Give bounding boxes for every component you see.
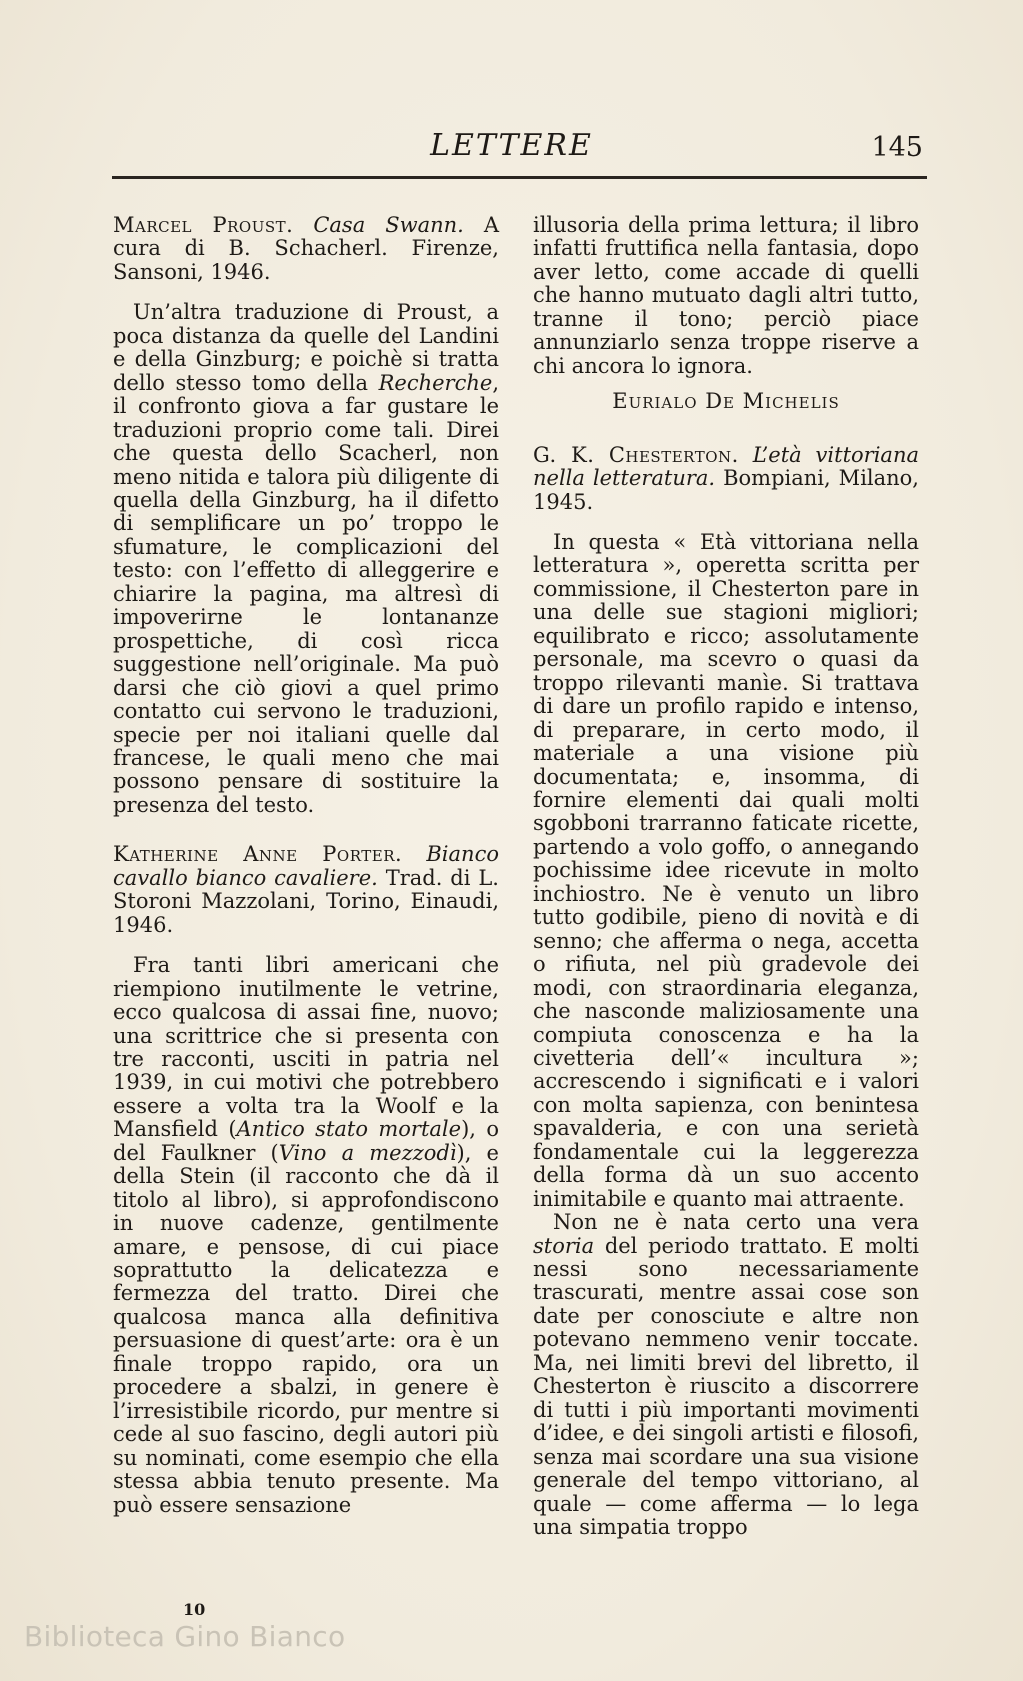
- review-paragraph: In questa « Età vittoriana nella letteratura », operetta scritta per commissione, il Chesterton pare in una delle sue stagioni migliori; equilibrato e ricco; assolutamente personale, ma scevro o quasi da troppo rilevanti manìe. Si trattava di dare un profilo rapido e intenso, di preparare, in certo modo, il materiale a una visione più documentata; e, insomma, di fornire elementi dai quali molti sgobboni trarranno faticate ricette, partendo a volo goffo, o annegando pochissime idee ricevute in molto inchiostro. Ne è venuto un libro tutto godibile, pieno di novità e di senno; che afferma o nega, accetta o rifiuta, nel più gradevole dei modi, con straordinaria eleganza, che nasconde maliziosamente una compiuta conoscenza e ha la civetteria dell’« incultura »; accrescendo i significati e i valori con molta sapienza, con benintesa spavalderia, e con una serietà fondamentale cui la leggerezza della forma dà un suo accento inimitabile e quanto mai attraente.: [533, 529, 919, 1211]
- review-paragraph: [113, 954, 499, 1517]
- review-heading-proust: [113, 214, 499, 284]
- right-column: [533, 214, 919, 1539]
- review-author: Marcel Proust.: [113, 213, 294, 237]
- section-gap: [113, 817, 499, 843]
- italic-title: Antico stato mortale: [236, 1117, 462, 1142]
- text-run: ), e della Stein (il racconto che dà il titolo al libro), si approfondiscono in nuove cadenze, gentilmente amare, e pensose, di cui piace soprattutto la delicatezza e fermezza del tratto. Direi che qualcosa manca alla definitiva persuasione di quest’arte: ora è un finale troppo rapido, ora un procedere a sbalzi, in genere è l’irresistibile ricordo, pur mentre si cede al suo fascino, degli autori più su nominati, come esempio che ella stessa abbia tenuto presente. Ma può essere sensazione: [113, 1140, 499, 1517]
- review-author: Katherine Anne Porter.: [113, 842, 403, 867]
- text-run: del periodo trattato. E molti nessi sono necessariamente trascurati, mentre assai cose son date per conosciute e altre non potevano nemmeno venir toccate. Ma, nei limiti brevi del libretto, il Chesterton è riuscito a discorrere di tutti i più importanti movimenti d’idee, e dei singoli artisti e filosofi, senza mai scordare una sua visione generale del tempo vittoriano, al quale — come afferma — lo lega una simpatia troppo: [533, 1233, 919, 1540]
- review-details: Bompiani, Milano, 1945.: [533, 466, 919, 514]
- review-author: G. K. Chesterton.: [533, 442, 739, 467]
- signature-mark: 10: [183, 1600, 206, 1619]
- review-details: Trad. di L. Storoni Mazzolani, Torino, Einaudi, 1946.: [113, 865, 499, 937]
- review-title: Casa Swann.: [313, 213, 464, 237]
- italic-title: Recherche: [378, 370, 493, 395]
- review-signature: Eurialo De Michelis: [612, 389, 840, 414]
- text-run: Un’altra traduzione di Proust, a poca distanza da quelle del Landini e della Ginzburg; e poichè si tratta dello stesso tomo della: [113, 300, 499, 395]
- review-paragraph: [113, 301, 499, 817]
- watermark: Biblioteca Gino Bianco: [24, 1620, 346, 1653]
- italic-word: storia: [533, 1233, 595, 1258]
- italic-title: Vino a mezzodì: [278, 1140, 457, 1165]
- review-title: L’età vittoriana nella letteratura.: [533, 442, 919, 491]
- running-head: [0, 128, 1023, 172]
- page-number: 145: [871, 132, 923, 163]
- review-paragraph: [533, 1211, 919, 1539]
- review-details: A cura di B. Schacherl. Firenze, Sansoni, 1946.: [113, 213, 499, 284]
- review-paragraph-continued: illusoria della prima lettura; il libro infatti fruttifica nella fantasia, dopo aver letto, come accade di quelli che hanno mutuato dagli altri tutto, tranne il tono; perciò piace annunziarlo senza troppe riserve a chi ancora lo ignora.: [533, 213, 919, 378]
- text-run: ), o del Faulkner (: [113, 1117, 499, 1165]
- header-rule: [112, 176, 927, 179]
- running-title: LETTERE: [430, 128, 593, 163]
- left-column: [113, 214, 499, 1517]
- review-heading-chesterton: [533, 444, 919, 514]
- review-title: Bianco cavallo bianco cavaliere.: [113, 842, 499, 890]
- text-run: Non ne è nata certo una vera: [553, 1210, 919, 1235]
- review-heading-porter: [113, 843, 499, 937]
- text-run: Fra tanti libri americani che riempiono inutilmente le vetrine, ecco qualcosa di assai fine, nuovo; una scrittrice che si presenta con tre racconti, usciti in patria nel 1939, in cui motivi che potrebbero essere a volta tra la Woolf e la Mansfield (: [113, 953, 499, 1142]
- text-run: , il confronto giova a far gustare le traduzioni proprio come tali. Direi che questa dello Scacherl, non meno nitida e talora più diligente di quella della Ginzburg, ha il difetto di semplificare un po’ troppo le sfumature, le complicazioni del testo: con l’effetto di alleggerire e chiarire la pagina, ma altresì di impoverirne le lontananze prospettiche, di così ricca suggestione nell’originale. Ma può darsi che ciò giovi a quel primo contatto cui servono le traduzioni, specie per noi italiani quelle dal francese, le quali meno che mai possono pensare di sostituire la presenza del testo.: [113, 370, 499, 817]
